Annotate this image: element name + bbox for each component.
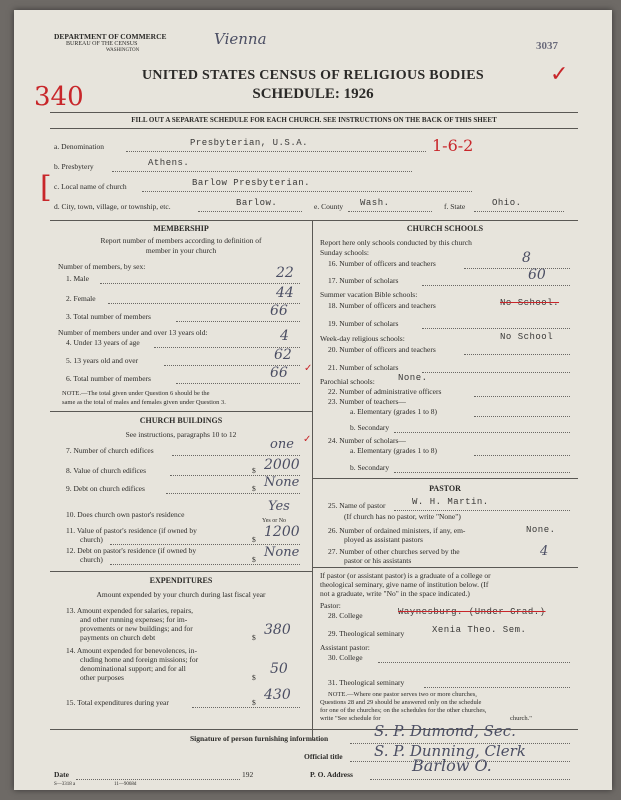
q9-value: None (264, 475, 300, 490)
pastor-heading: PASTOR (429, 484, 461, 493)
expenditures-subheading: Amount expended by your church during last fiscal year (96, 590, 266, 599)
signature-value: S. P. Dumond, Sec. (374, 722, 516, 740)
q1-male-label: 1. Male (66, 274, 89, 283)
county-value: Wash. (360, 198, 390, 208)
department-name: DEPARTMENT OF COMMERCE (54, 32, 167, 41)
print-code: 11—9068d (114, 782, 137, 787)
q14-label-line3: denominational support; and for all (80, 664, 186, 673)
q17-label: 17. Number of scholars (328, 276, 399, 285)
red-tick-q6: ✓ (304, 363, 313, 374)
city-label: d. City, town, village, or township, etc. (54, 202, 171, 211)
q18-label: 18. Number of officers and teachers (328, 301, 436, 310)
buildings-subheading: See instructions, paragraphs 10 to 12 (125, 430, 237, 439)
date-year: 192 (242, 770, 254, 779)
assistant-pastor-subheading: Assistant pastor: (320, 643, 370, 652)
q25-label: 25. Name of pastor (328, 501, 386, 510)
pastor-note-line3: for one of the churches; on the schedules for the other churches, (320, 707, 487, 714)
presbytery-value: Athens. (148, 158, 190, 168)
q15-value: 430 (264, 687, 291, 703)
q12-label-line2: church) (80, 555, 103, 564)
q20-label: 20. Number of officers and teachers (328, 345, 436, 354)
q6-total-value: 66 (270, 365, 288, 381)
q24b-label: b. Secondary (350, 463, 390, 472)
form-subtitle: SCHEDULE: 1926 (252, 86, 374, 102)
parochial-value: None. (398, 373, 428, 383)
pastor-note-line4: write "See schedule for (320, 715, 381, 722)
q26-label-line2: ployed as assistant pastors (344, 535, 423, 544)
red-handwritten-number: 340 (34, 82, 84, 112)
members-by-sex-label: Number of members, by sex: (58, 262, 146, 271)
q27-label-line2: pastor or his assistants (344, 556, 412, 565)
q27-value: 4 (540, 544, 549, 559)
state-label: f. State (444, 202, 466, 211)
q17-value: 60 (528, 267, 546, 283)
q28-value: Waynesburg. (Under Grad.) (398, 607, 546, 617)
county-label: e. County (314, 202, 344, 211)
schools-heading: CHURCH SCHOOLS (406, 224, 484, 233)
q9-label: 9. Debt on church edifices (66, 484, 145, 493)
bureau-name: BUREAU OF THE CENSUS (66, 41, 138, 47)
q29-label: 29. Theological seminary (328, 629, 405, 638)
q2-female-value: 44 (276, 285, 294, 301)
graduate-note-line3: not a graduate, write "No" in the space indicated.) (320, 589, 470, 598)
q19-label: 19. Number of scholars (328, 319, 399, 328)
q8-value: 2000 (264, 457, 300, 473)
q13-value: 380 (264, 622, 291, 638)
parochial-label: Parochial schools: (320, 377, 375, 386)
q3-total-value: 66 (270, 303, 288, 319)
red-check-mark: ✓ (550, 62, 569, 87)
church-name-value: Barlow Presbyterian. (192, 178, 311, 188)
q25-value: W. H. Martin. (412, 497, 489, 507)
denomination-value: Presbyterian, U.S.A. (190, 138, 309, 148)
yes-no-hint: Yes or No (262, 518, 287, 524)
denomination-label: a. Denomination (54, 142, 104, 151)
q29-value: Xenia Theo. Sem. (432, 625, 527, 635)
q13-label-line3: provements or new buildings; and for (80, 624, 193, 633)
q26-value: None. (526, 525, 556, 535)
q14-value: 50 (270, 661, 288, 677)
presbytery-label: b. Presbytery (54, 162, 94, 171)
weekday-schools-label: Week-day religious schools: (320, 334, 405, 343)
membership-intro-line1: Report number of members according to definition of (100, 236, 262, 245)
red-margin-mark: [ (40, 170, 52, 205)
city-value: Barlow. (236, 198, 278, 208)
q7-value: one (270, 437, 294, 452)
membership-heading: MEMBERSHIP (153, 224, 209, 233)
q8-label: 8. Value of church edifices (66, 466, 147, 475)
q24a-label: a. Elementary (grades 1 to 8) (350, 446, 438, 455)
q10-value: Yes (268, 499, 290, 514)
q1-male-value: 22 (276, 265, 294, 281)
form-number: 3037 (536, 40, 558, 52)
pastor-note-line1: NOTE.—Where one pastor serves two or more churches, (328, 691, 477, 698)
bureau-city: WASHINGTON (106, 48, 140, 53)
q14-label-line4: other purposes (80, 673, 124, 682)
q21-label: 21. Number of scholars (328, 363, 399, 372)
q16-value: 8 (522, 250, 531, 266)
q13-label-line2: and other running expenses; for im- (80, 615, 188, 624)
q23b-label: b. Secondary (350, 423, 390, 432)
q22-label: 22. Number of administrative officers (328, 387, 442, 396)
under-over-label: Number of members under and over 13 years old: (58, 328, 208, 337)
q15-label: 15. Total expenditures during year (66, 698, 169, 707)
red-tick-q7: ✓ (303, 434, 312, 445)
q14-label-line1: 14. Amount expended for benevolences, in- (66, 646, 198, 655)
census-schedule-sheet: DEPARTMENT OF COMMERCE BUREAU OF THE CENSUS WASHINGTON Vienna 3037 340 ✓ UNITED STATES CENSUS OF RELIGIOUS BODIES SCHEDULE: 1926 FILL OUT A SEPARATE SCHEDULE FOR EACH CHURCH. SEE INSTRUCTIONS ON THE BACK OF THIS SHEET a. Denomination Presbyterian, U.S.A. 1-6-2 b. Presbytery Athens. [ c. Local name of church Barlow Presbyterian. d. City, town, village, or township, etc. Barlow. e. County Wash. f. State Ohio. MEMBERSHIP Report number of members according to definition of member in your church Number of members, by sex: 1. Male 22 2. Female 44 3. Total number of members 66 Number of members under and over 13 years old: 4. Under 13 years of age 4 5. 13 years old and over 62 6. Total number of members 66 NOTE.—The total given under Question 6 should be the same as the total of males and females given under Question 3. CHURCH BUILDINGS See instructions, paragraphs 10 to 12 7. Number of church edifices one 8. Value of church edifices $ 2000 9. Debt on church edifices $ None 10. Does church own pastor's residence Yes or No Yes 11. Value of pastor's residence (if owned by church) $ 1200 12. Debt on pastor's residence (if owned by church) $ None EXPENDITURES Amount expended by your church during last fiscal year 13. Amount expended for salaries, repairs, and other running expenses; for im- provements or new buildings; and for payments on church debt $ 380 14. Amount expended for benevolences, in- cluding home and foreign missions; for denominational support; and for all other purposes $ 50 15. Total expenditures during year $ 430 CHURCH SCHOOLS Report here only schools conducted by this church Sunday schools: 16. Number of officers and teachers 8 17. Number of scholars 60 Summer vacation Bible schools: 18. Number of officers and teachers No School. 19. Number of scholars Week-day religious schools: No School 20. Number of officers and teachers 21. Number of scholars Parochial schools: None. 22. Number of administrative officers 23. Number of teachers— a. Elementary (grades 1 to 8) b. Secondary 24. Number of scholars— a. Elementary (grades 1 to 8) b. Secondary PASTOR 25. Name of pastor W. H. Martin. (If church has no pastor, write "None") 26. Number of ordained ministers, if any, em- ployed as assistant pastors None. 27. Number of other churches served by the pastor or his assistants 4 If pastor (or assistant pastor) is a graduate of a college or theological seminary, give name of institution below. (If not a graduate, write "No" in the space indicated.) Pastor: 28. College Waynesburg. (Under Grad.) 29. Theological seminary Xenia Theo. Sem. Assistant pastor: 30. College 31. Theological seminary NOTE.—Where one pastor serves two or more churches, Questions 28 and 29 should be answered only on the schedule for one of the churches; on the schedules for the other churches, write "See schedule for church." Signature of person furnishing information S. P. Dumond, Sec. Official title S. P. Dunning, Clerk Date 192 P. O. Address Barlow O. S—3318 a 11—9068d ✓ ✓ (14, 10, 612, 790)
state-value: Ohio. (492, 198, 522, 208)
official-title-value: S. P. Dunning, Clerk (374, 742, 526, 760)
q16-label: 16. Number of officers and teachers (328, 259, 436, 268)
po-address-label: P. O. Address (310, 770, 353, 779)
sunday-schools-label: Sunday schools: (320, 248, 369, 257)
q27-label-line1: 27. Number of other churches served by the (328, 547, 460, 556)
q5-over13-value: 62 (274, 347, 292, 363)
q10-label: 10. Does church own pastor's residence (66, 510, 185, 519)
q23-label: 23. Number of teachers— (328, 397, 406, 406)
q6-total-label: 6. Total number of members (66, 374, 151, 383)
q12-value: None (264, 545, 300, 560)
q28-label: 28. College (328, 611, 363, 620)
q4-under13-label: 4. Under 13 years of age (66, 338, 140, 347)
schools-subheading: Report here only schools conducted by this church (320, 238, 472, 247)
official-title-label: Official title (304, 752, 343, 761)
pastor-note-line5: church." (510, 715, 532, 722)
expenditures-heading: EXPENDITURES (149, 576, 213, 585)
church-name-label: c. Local name of church (54, 182, 127, 191)
q20-value: No School (500, 332, 554, 342)
graduate-note-line1: If pastor (or assistant pastor) is a graduate of a college or (320, 571, 491, 580)
pastor-subheading: Pastor: (320, 601, 341, 610)
q11-label-line1: 11. Value of pastor's residence (if owned by (66, 526, 197, 535)
q7-label: 7. Number of church edifices (66, 446, 154, 455)
instructions-line: FILL OUT A SEPARATE SCHEDULE FOR EACH CHURCH. SEE INSTRUCTIONS ON THE BACK OF THIS SHEET (131, 116, 497, 124)
q30-label: 30. College (328, 653, 363, 662)
q18-value: No School. (500, 298, 560, 308)
graduate-note-line2: theological seminary, give name of institution below. (If (320, 580, 489, 589)
q11-label-line2: church) (80, 535, 103, 544)
q4-under13-value: 4 (280, 328, 289, 344)
q13-label-line1: 13. Amount expended for salaries, repairs, (66, 606, 194, 615)
q26-label-line1: 26. Number of ordained ministers, if any, em- (328, 526, 466, 535)
q2-female-label: 2. Female (66, 294, 96, 303)
form-code: S—3318 a (54, 782, 76, 787)
date-label: Date (54, 770, 69, 779)
membership-note-line1: NOTE.—The total given under Question 6 should be the (62, 390, 210, 397)
q13-label-line4: payments on church debt (80, 633, 156, 642)
q31-label: 31. Theological seminary (328, 678, 405, 687)
q24-label: 24. Number of scholars— (328, 436, 406, 445)
pastor-note-line2: Questions 28 and 29 should be answered only on the schedule (320, 699, 482, 706)
red-code: 1-6-2 (432, 136, 474, 155)
membership-note-line2: same as the total of males and females given under Question 3. (62, 399, 226, 406)
q3-total-label: 3. Total number of members (66, 312, 151, 321)
membership-intro-line2: member in your church (145, 246, 217, 255)
po-address-value: Barlow O. (412, 756, 492, 775)
signature-label: Signature of person furnishing information (190, 734, 329, 743)
q11-value: 1200 (264, 524, 300, 540)
q23a-label: a. Elementary (grades 1 to 8) (350, 407, 438, 416)
q5-over13-label: 5. 13 years old and over (66, 356, 139, 365)
handwritten-top-note: Vienna (214, 30, 267, 48)
q12-label-line1: 12. Debt on pastor's residence (if owned by (66, 546, 197, 555)
q14-label-line2: cluding home and foreign missions; for (80, 655, 199, 664)
summer-schools-label: Summer vacation Bible schools: (320, 290, 418, 299)
form-title: UNITED STATES CENSUS OF RELIGIOUS BODIES (141, 68, 484, 83)
q25-hint: (If church has no pastor, write "None") (344, 512, 461, 521)
buildings-heading: CHURCH BUILDINGS (139, 416, 223, 425)
